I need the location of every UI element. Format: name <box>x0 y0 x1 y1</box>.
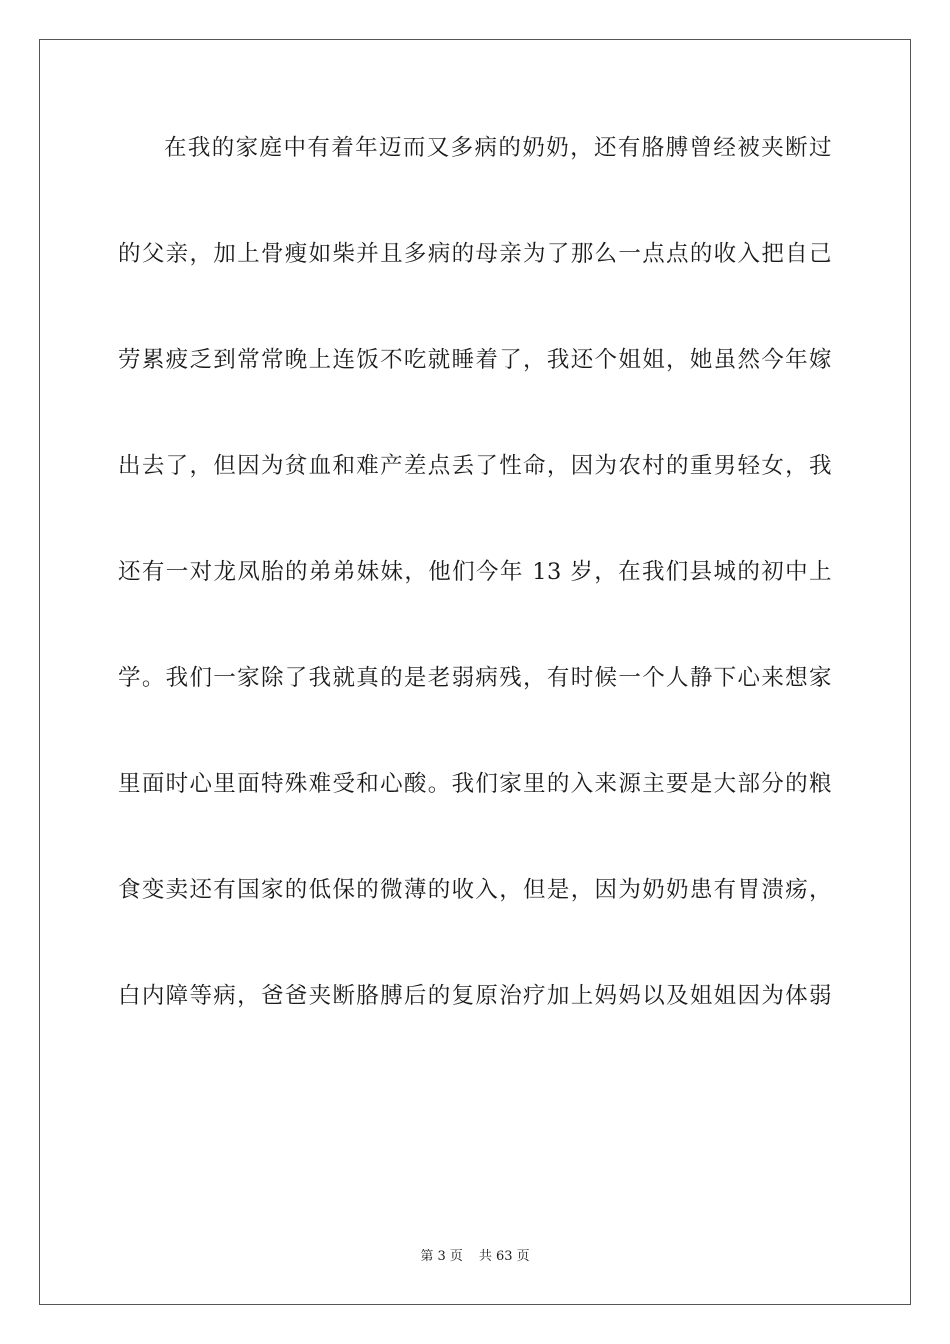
page-total: 共 63 页 <box>478 1249 530 1264</box>
paragraph-line: 里面时心里面特殊难受和心酸。我们家里的入来源主要是大部分的粮 <box>118 771 832 797</box>
paragraph-line: 还有一对龙凤胎的弟弟妹妹，他们今年 13 岁，在我们县城的初中上 <box>118 559 832 585</box>
page-footer <box>0 1248 950 1266</box>
document-body <box>118 125 832 1079</box>
paragraph-line: 食变卖还有国家的低保的微薄的收入，但是，因为奶奶患有胃溃疡， <box>118 877 832 903</box>
paragraph-line: 劳累疲乏到常常晚上连饭不吃就睡着了，我还个姐姐，她虽然今年嫁 <box>118 347 832 373</box>
paragraph-line: 在我的家庭中有着年迈而又多病的奶奶，还有胳膊曾经被夹断过 <box>164 135 832 161</box>
paragraph-line: 白内障等病，爸爸夹断胳膊后的复原治疗加上妈妈以及姐姐因为体弱 <box>118 983 832 1009</box>
page-number: 第 3 页 <box>420 1249 463 1264</box>
paragraph-line: 的父亲，加上骨瘦如柴并且多病的母亲为了那么一点点的收入把自己 <box>118 241 832 267</box>
paragraph-line: 出去了，但因为贫血和难产差点丢了性命，因为农村的重男轻女，我 <box>118 453 832 479</box>
paragraph-line: 学。我们一家除了我就真的是老弱病残，有时候一个人静下心来想家 <box>118 665 832 691</box>
